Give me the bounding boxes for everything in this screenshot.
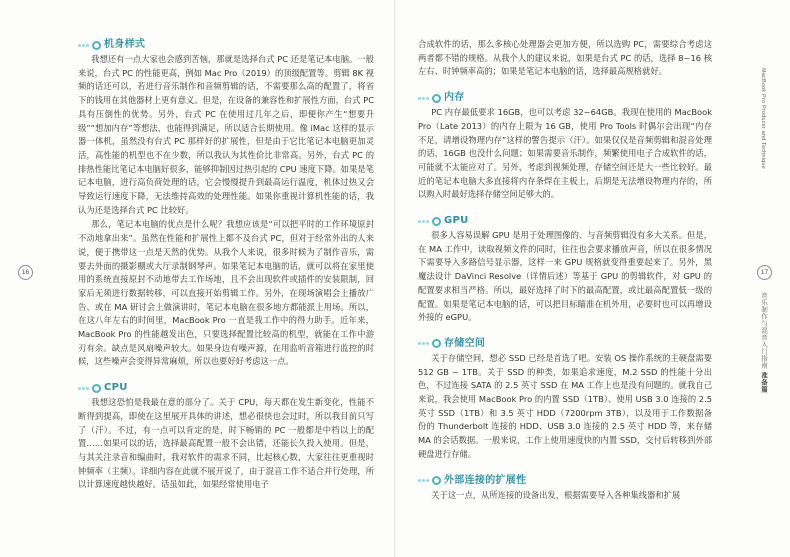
page-gutter bbox=[394, 0, 396, 557]
ring-bullet-icon bbox=[432, 339, 441, 348]
section-title: 外部连接的扩展性 bbox=[444, 474, 527, 486]
section-heading-storage bbox=[418, 337, 712, 351]
paragraph-continued: 合成软件的话，那么多核心处理器会更加方便，所以选购 PC，需要综合考虑这两者都不错的规格。从我个人的建议来说，如果是台式 PC 的话，选择 8~16 核左右、时钟频率高的；如果是笔记本电脑的话，选择最高规格就好。 bbox=[418, 39, 712, 77]
running-head-chinese bbox=[760, 292, 769, 393]
section-heading-expansion bbox=[418, 474, 712, 488]
section-heading-gpu bbox=[418, 214, 712, 228]
page-number-right: 17 bbox=[757, 265, 772, 280]
ring-bullet-icon bbox=[92, 384, 101, 393]
section-heading-memory bbox=[418, 91, 712, 105]
dots-decoration-icon bbox=[78, 44, 89, 47]
ring-bullet-icon bbox=[432, 94, 441, 103]
paragraph: PC 内存最低要求 16GB，也可以考虑 32~64GB。我现在使用的 MacBook Pro（Late 2013）的内存上限为 16 GB，使用 Pro Tools 时偶尔会出现“内存不足，请增设物理内存”这样的警告提示（汗）。如果仅仅是音频剪辑和混音处理的话，16GB 也没什么问题；如果需要音乐制作，频繁使用电子合成软件的话，可能就不太能应对了。另外，考虑到视频处理，存储空间还是大一些比较好。最近的笔记本电脑大多直接将内存条焊在主板上，后期是无法增设物理内存的，所以购入时最好选择存储空间足够大的。 bbox=[418, 107, 712, 200]
paragraph: 很多人容易误解 GPU 是用于处理图像的、与音频剪辑没有多大关系。但是，在 MA 工作中，读取视频文件的同时，往往也会要求播放声音，所以在很多情况下需要导入多路信号显示器，这样一来 GPU 规格就变得重要起来了。另外，黑魔法设计 DaVinci Resolve（详情后述）等基于 GPU 的剪辑软件，对 GPU 的配置要求相当严格。所以，最好选择了时下的最高配置，或比最高配置低一级的配置。如果是笔记本电脑的话，可以把目标瞄准在机外用，必要时也可以再增设外接的 eGPU。 bbox=[418, 230, 712, 323]
paragraph: 我想还有一点大家也会感到苦恼，那就是选择台式 PC 还是笔记本电脑。一般来说，台式 PC 的性能更高，例如 Mac Pro（2019）的顶级配置等。剪辑 8K 视频的话还可以，若进行音乐制作和音频剪辑的话，不需要那么高的配置了，将省下的钱用在其他器材上更有意义。但是，在设备的兼容性和扩展性方面，台式 PC 具有压倒性的优势。另外，台式 PC 在使用过几年之后，即便你产生“想要升级”“想加内存”等想法，也能得到满足，所以适合长期使用。像 iMac 这样的显示器一体机，虽然没有台式 PC 那样好的扩展性，但是由于它比笔记本电脑更加灵活，高性能的机型也不在少数，所以我认为其性价比非常高。另外，台式 PC 的排热性能比笔记本电脑好很多，能够抑制因过热引起的 CPU 速度下降。如果是笔记本电脑，进行高负荷处理的话，它会慢慢提升到最高运行温度，机体过热又会导致运行速度下降，无法维持高效的处理性能。如果你重视计算机性能的话，我认为还是选择台式 PC 比较好。 bbox=[78, 54, 374, 215]
section-title: 存储空间 bbox=[444, 338, 486, 350]
section-heading-cpu bbox=[78, 381, 374, 395]
dots-decoration-icon bbox=[418, 97, 429, 100]
running-head-part: 准备篇 bbox=[760, 371, 768, 393]
ring-bullet-icon bbox=[432, 217, 441, 226]
running-head-english: MacBook Pro Producer and Technique bbox=[760, 68, 766, 169]
section-title: GPU bbox=[444, 215, 469, 227]
paragraph: 关于这一点，从所连接的设备出发，根据需要导入各种集线器和扩展 bbox=[431, 489, 681, 500]
right-page-column bbox=[418, 38, 712, 502]
dots-decoration-icon bbox=[418, 220, 429, 223]
running-head-book-title: 音乐制作与混音入门指南 bbox=[760, 292, 768, 369]
section-title: 内存 bbox=[444, 92, 465, 104]
page-number-left: 16 bbox=[18, 265, 33, 280]
section-heading-body-style bbox=[78, 38, 374, 52]
section-title: CPU bbox=[104, 382, 128, 394]
paragraph: 我想这恐怕是我最在意的部分了。关于 CPU，每天都在发生新变化，性能不断得到提高，即使在这里展开具体的讲述，想必很快也会过时，所以我目前只写了（汗）。不过，有一点可以肯定的是，时下畅销的 PC 一般都是中档以上的配置……如果可以的话，选择最高配置一般不会出错，还能长久投入使用。但是，与其关注录音和编曲时，我对软件的需求不同，比起核心数，大家往往更重视时钟频率（主频）。详细内容在此就不展开说了，由于混音工作不适合并行处理，所以计算速度越快越好。话虽如此，如果经常使用电子 bbox=[78, 397, 374, 490]
paragraph: 关于存储空间，想必 SSD 已经是首选了吧。安装 OS 操作系统的主硬盘需要 512 GB ~ 1TB。关于 SSD 的种类，如果追求速度，M.2 SSD 的性能十分出色，不过连接 SATA 的 2.5 英寸 SSD 在 MA 工作上也是没有问题的。就我自己来说，我会使用 MacBook Pro 的内置 SSD（1TB）、使用 USB 3.0 连接的 2.5 英寸 SSD（1TB）和 3.5 英寸 HDD（7200rpm 3TB），以及用于工作数据备份的 Thunderbolt 连接的 HDD、USB 3.0 连接的 2.5 英寸 HDD 等，来存储 MA 的会话数据。一般来说，工作上使用速度快的内置 SSD，交付后转移到外部硬盘进行存储。 bbox=[418, 352, 712, 459]
ring-bullet-icon bbox=[432, 476, 441, 485]
left-page-column bbox=[78, 38, 374, 492]
dots-decoration-icon bbox=[418, 479, 429, 482]
ring-bullet-icon bbox=[92, 41, 101, 50]
dots-decoration-icon bbox=[78, 387, 89, 390]
dots-decoration-icon bbox=[418, 342, 429, 345]
section-title: 机身样式 bbox=[104, 39, 146, 51]
paragraph: 那么，笔记本电脑的优点是什么呢？我想应该是“可以把平时的工作环境原封不动地拿出来”。虽然在性能和扩展性上都不及台式 PC，但对于经常外出的人来说，便于携带这一点是天然的优势。从我个人来说，很多时候为了制作音乐，需要去外面的摄影棚或大厅录制钢琴声。如果笔记本电脑的话，就可以将在家里使用的系统直接原封不动地带去工作场地，且不会出现软件或插件的安装限制，回家后无须进行数据转移，可以直接开始剪辑工作。另外，在现场演唱会上播放广告、或在 MA 研讨会上做演讲时，笔记本电脑在很多地方都能派上用场。所以，在这八年左右的时间里，MacBook Pro 一直是我工作中的得力助手。近年来，MacBook Pro 的性能越发出色，只要选择配置比较高的机型，就能在工作中游刃有余。缺点是风扇噪声较大。如果身边有噪声源，在用监听音箱进行监控的时候，这些噪声会变得异常麻烦，所以也要好好考虑这一点。 bbox=[78, 219, 374, 367]
